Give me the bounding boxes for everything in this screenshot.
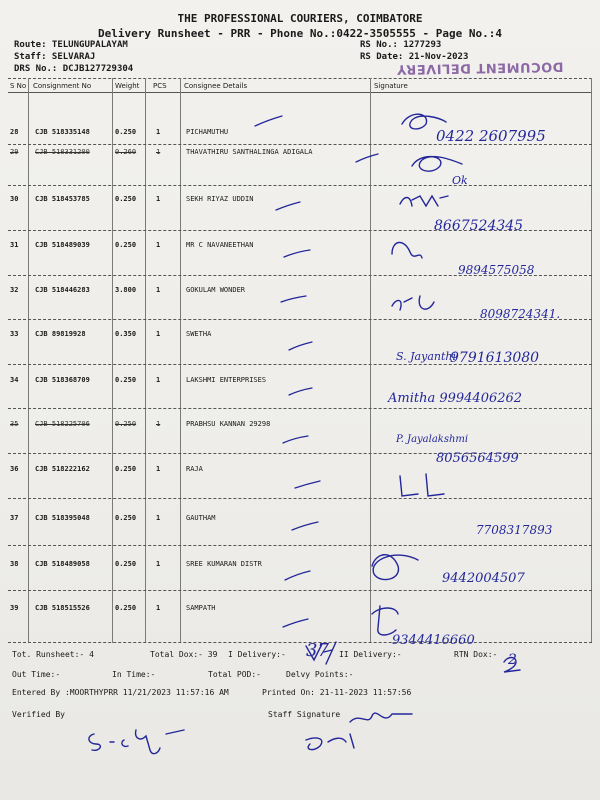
hw-name-35: P. Jayalakshmi [396,434,469,445]
row-sno: 29 [10,148,19,156]
row-consignee: LAKSHMI ENTERPRISES [186,376,267,384]
row-weight: 0.250 [115,560,137,568]
row-consignment: CJB 518395048 [35,514,90,522]
hw-phone-32: 8098724341. [480,307,561,321]
row-consignee: GAUTHAM [186,514,216,522]
drs-number: DRS No.: DCJB127729304 [14,64,134,74]
hw-phone-33: 9791613080 [450,350,540,366]
col-sno: S No [10,82,27,90]
ii-delivery-label: II Delivery:- [339,650,402,659]
hw-phone-34: Amitha 9994406262 [388,391,523,406]
row-sno: 38 [10,560,19,568]
row-weight: 0.250 [115,241,137,249]
row-consignment: CJB 518331200 [35,148,90,156]
row-consignee: MR C NAVANEETHAN [186,241,254,249]
rtn-dox-label: RTN Dox:- [454,650,498,659]
row-consignment: CJB 518453785 [35,195,90,203]
row-pcs: 1 [156,148,161,156]
printed-on: Printed On: 21-11-2023 11:57:56 [262,688,412,697]
consignment-table [8,78,592,643]
row-weight: 3.800 [115,286,137,294]
hw-phone-38: 9442004507 [442,571,525,586]
col-consignment: Consignment No [33,82,92,90]
row-consignee: SWETHA [186,330,212,338]
row-weight: 0.260 [115,148,137,156]
row-consignment: CJB 518489039 [35,241,90,249]
row-weight: 0.250 [115,128,137,136]
row-consignment: CJB 518515526 [35,604,90,612]
row-sno: 28 [10,128,19,136]
col-pcs: PCS [153,82,167,90]
hw-phone-28: 0422 2607995 [436,127,546,145]
row-sno: 34 [10,376,19,384]
row-sno: 35 [10,420,19,428]
row-consignee: PRABHSU KANNAN 29298 [186,420,271,428]
row-consignee: SEKH RIYAZ UDDIN [186,195,254,203]
row-consignment: CJB 89819928 [35,330,86,338]
row-pcs: 1 [156,420,161,428]
in-time: In Time:- [112,670,156,679]
col-signature: Signature [374,82,408,90]
row-consignment: CJB 518446283 [35,286,90,294]
row-pcs: 1 [156,376,161,384]
i-delivery-value: 37 [306,640,329,661]
row-weight: 0.250 [115,514,137,522]
row-weight: 0.250 [115,376,137,384]
delvy-points: Delvy Points:- [286,670,354,679]
col-consignee: Consignee Details [184,82,248,90]
row-pcs: 1 [156,604,161,612]
row-pcs: 1 [156,128,161,136]
total-dox: Total Dox:- 39 [150,650,218,659]
row-weight: 0.350 [115,330,137,338]
row-sno: 31 [10,241,19,249]
col-weight: Weight [115,82,140,90]
row-consignment: CJB 518222162 [35,465,90,473]
verified-signature [80,720,200,760]
row-weight: 0.250 [115,465,137,473]
document-delivery-stamp: DOCUMENT DELIVERY [396,58,564,77]
row-weight: 0.250 [115,420,137,428]
hw-note-29: Ok [452,174,468,187]
row-pcs: 1 [156,195,161,203]
rtn-dox-value: 2 [508,652,517,668]
row-consignment: CJB 518489058 [35,560,90,568]
row-consignment: CJB 518225706 [35,420,90,428]
hw-phone-31: 9894575058 [458,263,535,277]
hw-phone-37: 7708317893 [476,523,553,537]
total-pod: Total POD:- [208,670,261,679]
hw-phone-30: 8667524345 [434,218,524,234]
row-pcs: 1 [156,560,161,568]
runsheet-subtitle: Delivery Runsheet - PRR - Phone No.:0422-3505555 - Page No.:4 [98,27,502,40]
hw-name-33: S. Jayanthi [396,350,456,363]
i-delivery-label: I Delivery:- [228,650,286,659]
row-pcs: 1 [156,330,161,338]
row-consignee: GOKULAM WONDER [186,286,246,294]
row-pcs: 1 [156,514,161,522]
row-weight: 0.250 [115,195,137,203]
staff-field: Staff: SELVARAJ [14,52,96,62]
verified-by: Verified By [12,710,65,719]
company-title: THE PROFESSIONAL COURIERS, COIMBATORE [177,12,423,25]
row-consignee: PICHAMUTHU [186,128,229,136]
row-sno: 36 [10,465,19,473]
row-consignment: CJB 518335148 [35,128,90,136]
row-sno: 33 [10,330,19,338]
row-pcs: 1 [156,241,161,249]
staff-signature: Staff Signature [268,710,341,719]
row-pcs: 1 [156,286,161,294]
row-consignee: SREE KUMARAN DISTR [186,560,262,568]
row-sno: 37 [10,514,19,522]
rs-number: RS No.: 1277293 [360,40,442,50]
entered-by: Entered By :MOORTHYPRR 11/21/2023 11:57:16 AM [12,688,229,697]
row-consignee: SAMPATH [186,604,216,612]
out-time: Out Time:- [12,670,61,679]
rs-date: RS Date: 21-Nov-2023 [360,52,469,62]
row-sno: 39 [10,604,19,612]
row-weight: 0.250 [115,604,137,612]
row-pcs: 1 [156,465,161,473]
row-sno: 30 [10,195,19,203]
tot-runsheet: Tot. Runsheet:- 4 [12,650,94,659]
row-consignee: THAVATHIRU SANTHALINGA ADIGALA [186,148,313,156]
hw-phone-35: 8056564599 [436,451,519,466]
row-consignment: CJB 518368709 [35,376,90,384]
hw-phone-39: 9344416660 [392,633,475,648]
row-sno: 32 [10,286,19,294]
row-consignee: RAJA [186,465,203,473]
route-field: Route: TELUNGUPALAYAM [14,40,128,50]
